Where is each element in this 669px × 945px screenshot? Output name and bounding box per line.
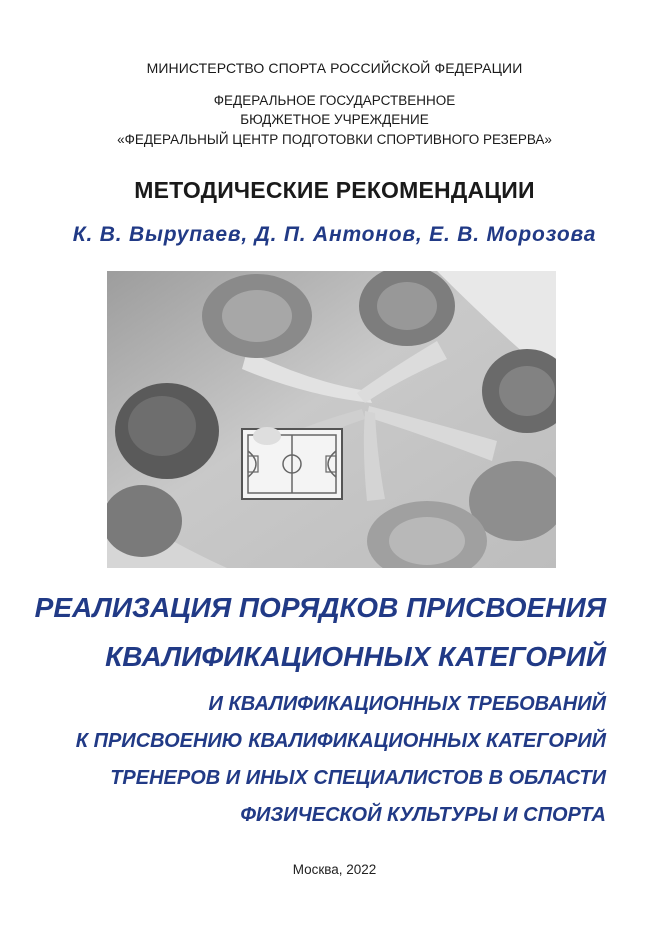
authors: К. В. Вырупаев, Д. П. Антонов, Е. В. Морозова: [72, 223, 597, 246]
title-line-6: ФИЗИЧЕСКОЙ КУЛЬТУРЫ И СПОРТА: [240, 804, 606, 826]
institution-line-3: «ФЕДЕРАЛЬНЫЙ ЦЕНТР ПОДГОТОВКИ СПОРТИВНОГО РЕЗЕРВА»: [117, 132, 552, 147]
title-line-5: ТРЕНЕРОВ И ИНЫХ СПЕЦИАЛИСТОВ В ОБЛАСТИ: [110, 767, 606, 789]
title-line-4: К ПРИСВОЕНИЮ КВАЛИФИКАЦИОННЫХ КАТЕГОРИЙ: [75, 730, 606, 752]
title-line-1: РЕАЛИЗАЦИЯ ПОРЯДКОВ ПРИСВОЕНИЯ: [34, 592, 606, 623]
team-huddle-photo: [107, 271, 556, 568]
title-line-3: И КВАЛИФИКАЦИОННЫХ ТРЕБОВАНИЙ: [208, 693, 606, 715]
institution-line-1: ФЕДЕРАЛЬНОЕ ГОСУДАРСТВЕННОЕ: [213, 93, 456, 108]
city-year: Москва, 2022: [292, 862, 377, 877]
document-type: МЕТОДИЧЕСКИЕ РЕКОМЕНДАЦИИ: [134, 177, 535, 203]
institution-line-2: БЮДЖЕТНОЕ УЧРЕЖДЕНИЕ: [240, 112, 429, 127]
title-line-2: КВАЛИФИКАЦИОННЫХ КАТЕГОРИЙ: [105, 641, 606, 672]
ministry-name: МИНИСТЕРСТВО СПОРТА РОССИЙСКОЙ ФЕДЕРАЦИИ: [146, 60, 523, 76]
